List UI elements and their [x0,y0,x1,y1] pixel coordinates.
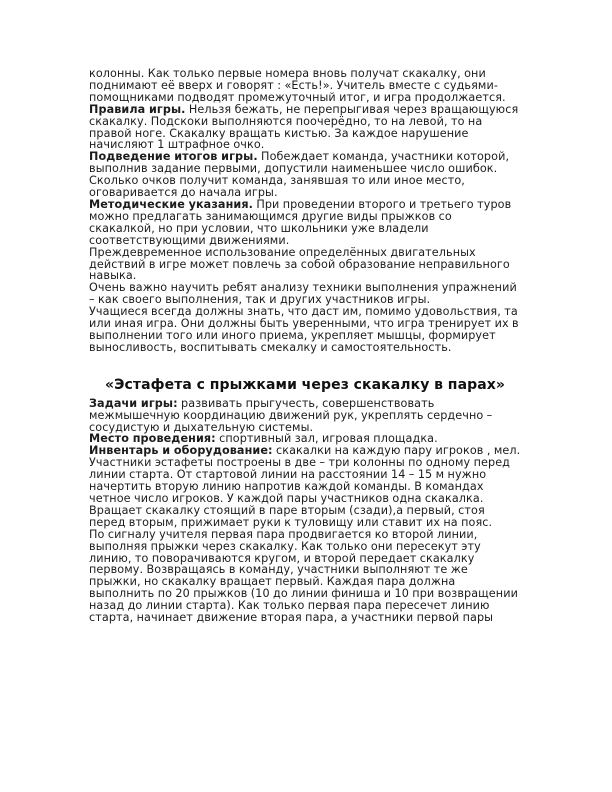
document-page [89,68,521,624]
method-label: Методические указания. [89,197,253,211]
equipment-label: Инвентарь и оборудование: [89,444,273,458]
paragraph-analysis: Очень важно научить ребят анализу техники выполнения упражнений – как своего выполнения, так и других участников игры. [89,281,517,307]
place-label: Место проведения: [89,432,216,446]
paragraph-intro: колонны. Как только первые номера вновь получат скакалку, они поднимают её вверх и говорят : «Есть!». Учитель вместе с судьями-помощниками подводят промежуточный итог, и игра продолжается. [89,67,506,104]
equipment-text: скакалки на каждую пару игроков , мел. [272,444,521,458]
place-text: спортивный зал, игровая площадка. [215,432,438,446]
rules-text: Нельзя бежать, не перепрыгивая через вращающуюся скакалку. Подскоки выполняются поочерёдно, то на левой, то на правой ноге. Скакалку вращать кистью. За каждое нарушение начисляют 1 штрафное очко. [89,102,519,152]
paragraph-signal: По сигналу учителя первая пара продвигается ко второй линии, выполняя прыжки через скакалку. Как только они пересекут эту линию, то поворачиваются кругом, и второй передает скакалку первому. Возвращаясь в команду, участники выполняют те же прыжки, но скакалку вращает первый. Каждая пара должна выполнить по 20 прыжков (10 до линии финиша и 10 при возвращении назад до линии старта). Как только первая пара пересечет линию старта, начинает движение вторая пара, а участники первой пары [89,527,518,625]
paragraph-rules [89,104,521,152]
paragraph-method [89,199,521,247]
rules-label: Правила игры. [89,102,186,116]
paragraph-participants: Участники эстафеты построены в две – три колонны по одному перед линии старта. От стартовой линии на расстоянии 14 – 15 м нужно начертить вторую линию напротив каждой команды. В командах четное число игроков. У каждой пары участников одна скакалка. Вращает скакалку стоящий в паре вторым (сзади),а первый, стоя перед вторым, прижимает руки к туловищу или ставит их на пояс. [89,456,511,529]
paragraph-tasks [89,398,521,434]
relay-heading: «Эстафета с прыжками через скакалку в парах» [104,376,506,393]
results-text: Побеждает команда, участники которой, выполнив задание первыми, допустили наименьшее число ошибок. Сколько очков получит команда, занявшая то или иное место, оговаривается до начала игры. [89,150,510,200]
paragraph-results [89,151,521,199]
paragraph-premature: Преждевременное использование определённых двигательных действий в игре может повлечь за собой образование неправильного навыка. [89,245,510,283]
method-text: При проведении второго и третьего туров можно предлагать занимающимся другие виды прыжков со скакалкой, но при условии, что школьники уже владели соответствующими движениями. [89,197,512,247]
tasks-text: развивать прыгучесть, совершенствовать межмышечную координацию движений рук, укреплять сердечно – сосудистую и дыхательную системы. [89,396,493,434]
results-label: Подведение итогов игры. [89,150,258,164]
tasks-label: Задачи игры: [89,396,178,410]
paragraph-students: Учащиеся всегда должны знать, что даст им, помимо удовольствия, та или иная игра. Они должны быть уверенными, что игра тренирует их в выполнении того или иного приема, укрепляет мышцы, формирует выносливость, воспитывать смекалку и самостоятельность. [89,305,519,354]
